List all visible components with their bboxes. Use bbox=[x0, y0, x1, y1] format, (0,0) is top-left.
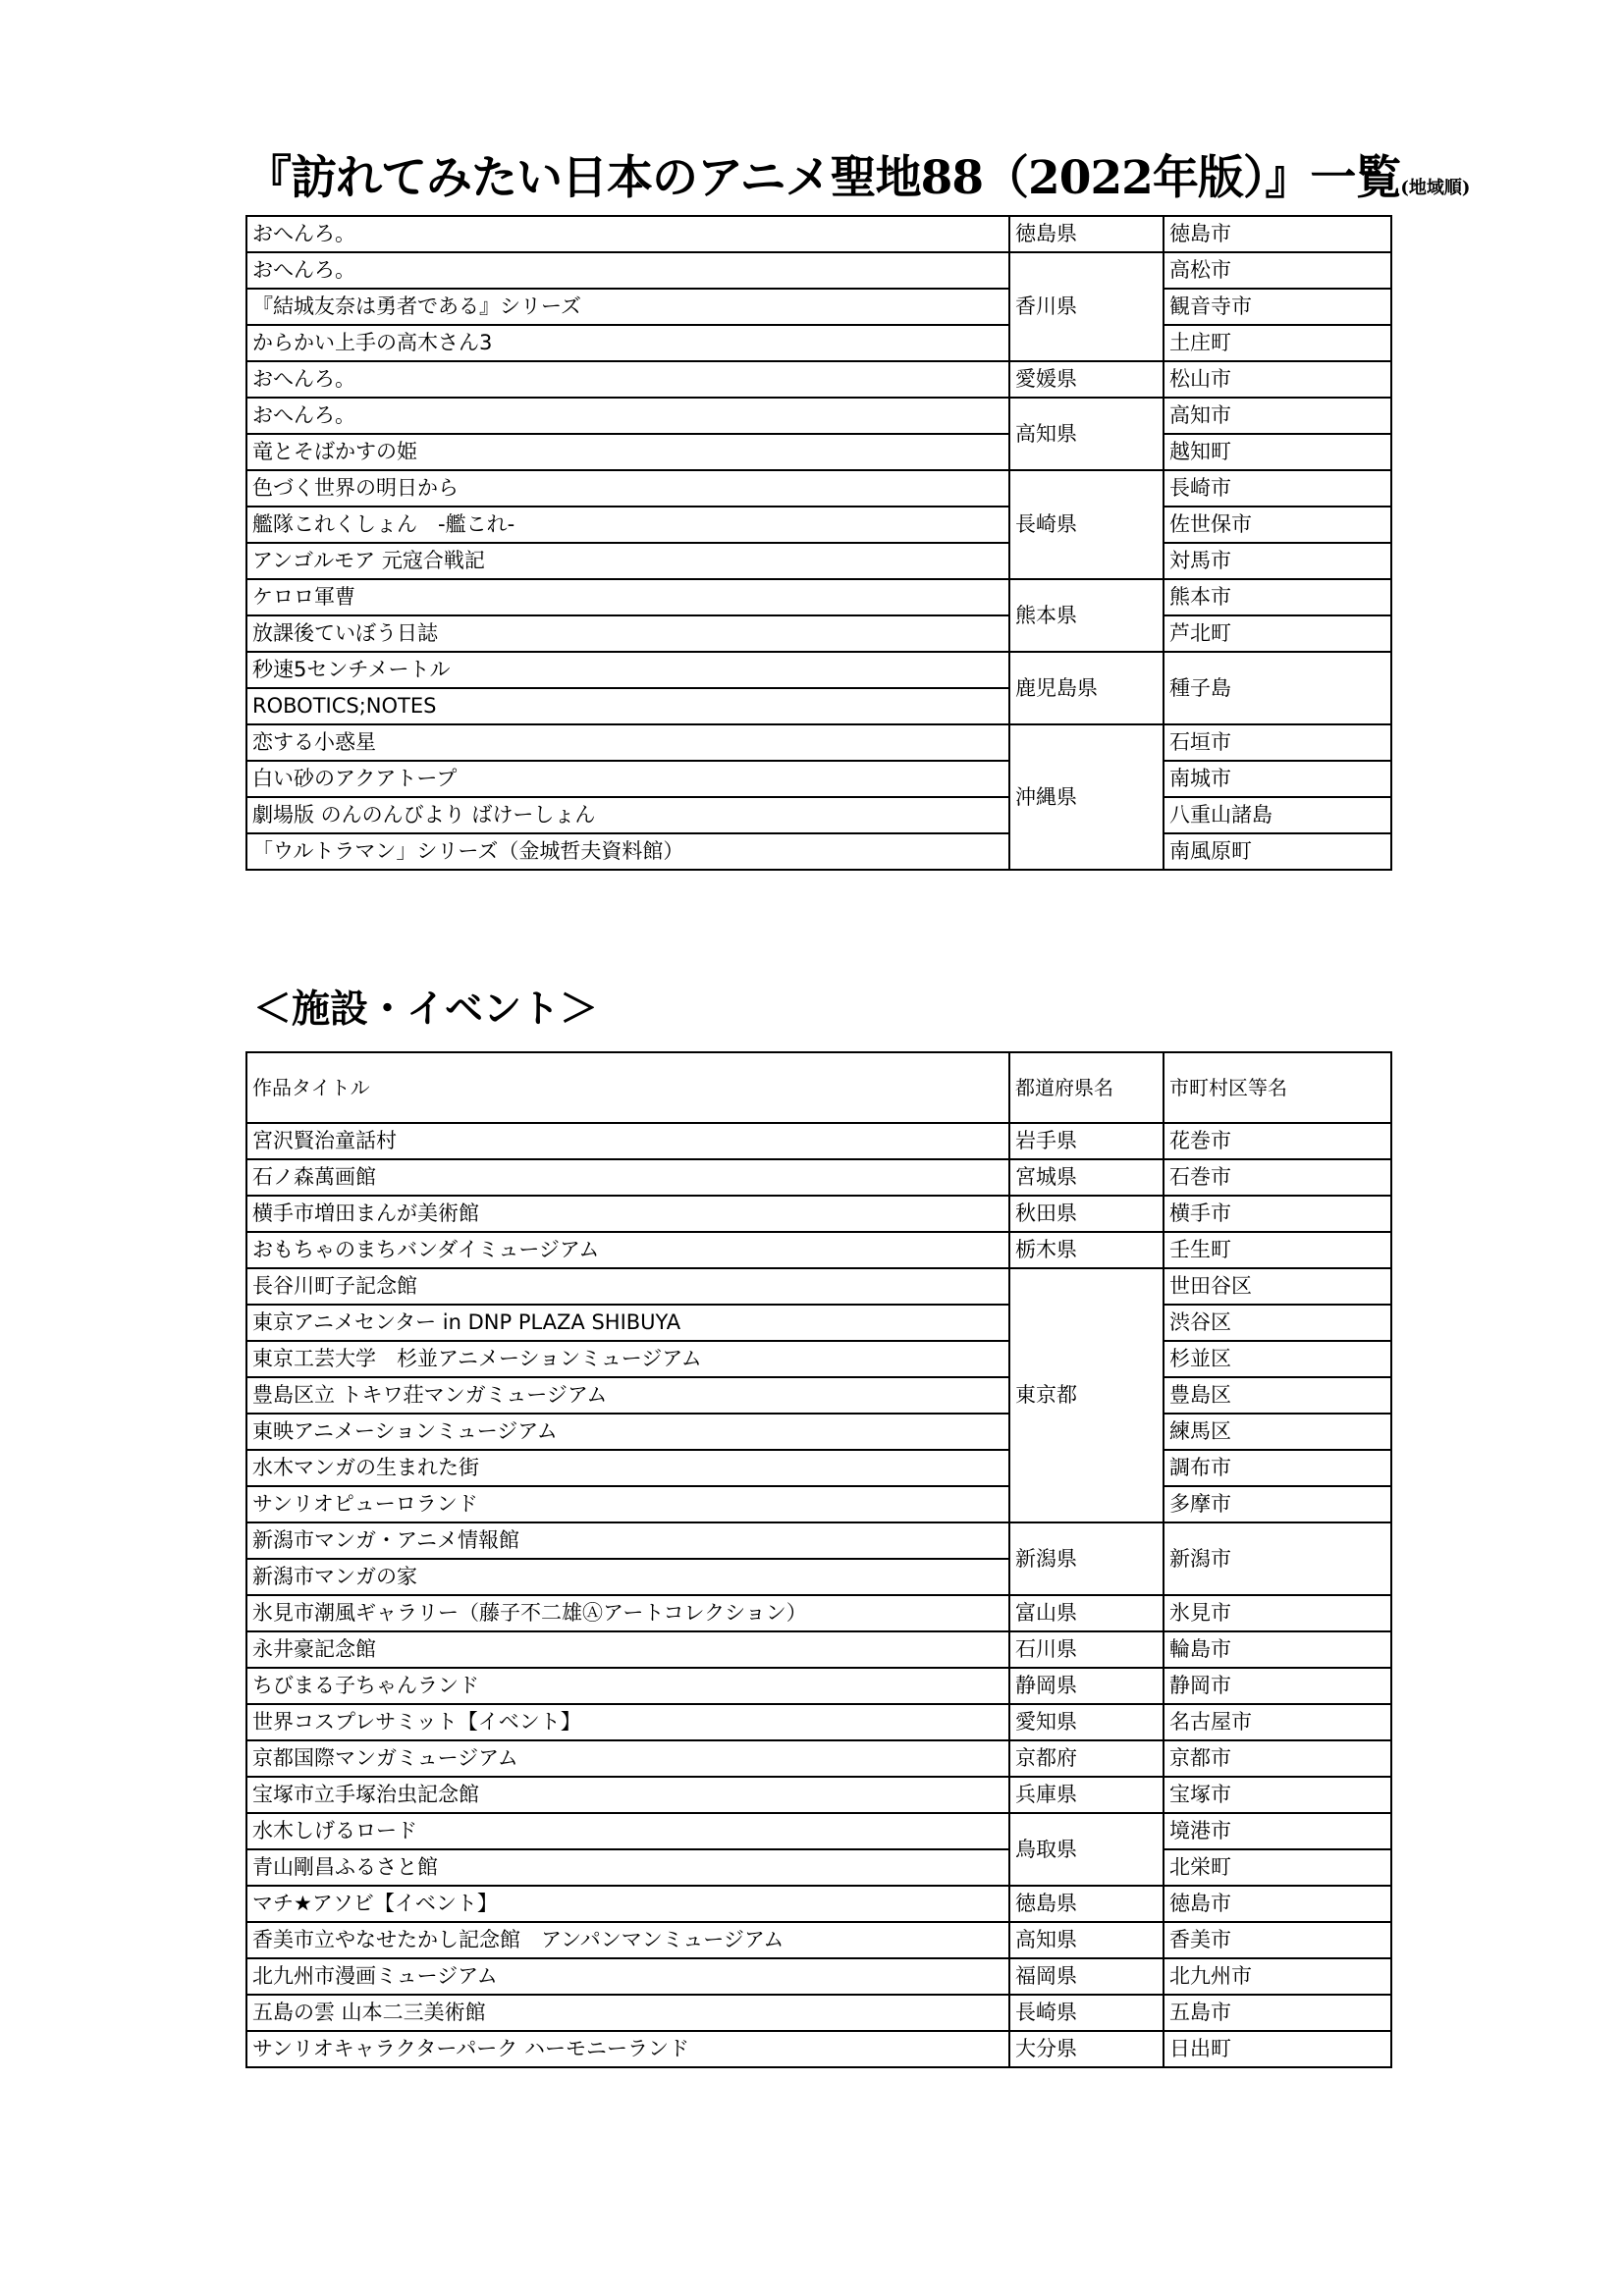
cell-city: 五島市 bbox=[1164, 1995, 1391, 2031]
table-row bbox=[246, 833, 1391, 870]
cell-city: 輪島市 bbox=[1164, 1631, 1391, 1668]
table-row bbox=[246, 1486, 1391, 1522]
table-row bbox=[246, 470, 1391, 507]
cell-title: 水木マンガの生まれた街 bbox=[246, 1450, 1009, 1486]
table-row bbox=[246, 434, 1391, 470]
table-row bbox=[246, 398, 1391, 434]
cell-title: 『結城友奈は勇者である』シリーズ bbox=[246, 289, 1009, 325]
table-row bbox=[246, 1196, 1391, 1232]
cell-city: 境港市 bbox=[1164, 1813, 1391, 1849]
cell-title: 世界コスプレサミット【イベント】 bbox=[246, 1704, 1009, 1740]
table-row bbox=[246, 1123, 1391, 1159]
cell-title: 永井豪記念館 bbox=[246, 1631, 1009, 1668]
cell-city: 南風原町 bbox=[1164, 833, 1391, 870]
cell-prefecture: 福岡県 bbox=[1009, 1958, 1164, 1995]
cell-title: 竜とそばかすの姫 bbox=[246, 434, 1009, 470]
cell-prefecture: 富山県 bbox=[1009, 1595, 1164, 1631]
table-row bbox=[246, 325, 1391, 361]
cell-title: 宝塚市立手塚治虫記念館 bbox=[246, 1777, 1009, 1813]
cell-city: 高松市 bbox=[1164, 252, 1391, 289]
cell-city: 高知市 bbox=[1164, 398, 1391, 434]
header-prefecture: 都道府県名 bbox=[1009, 1052, 1164, 1123]
cell-title: 長谷川町子記念館 bbox=[246, 1268, 1009, 1305]
cell-title: 水木しげるロード bbox=[246, 1813, 1009, 1849]
cell-prefecture: 長崎県 bbox=[1009, 470, 1164, 579]
table-row bbox=[246, 1450, 1391, 1486]
cell-city: 北栄町 bbox=[1164, 1849, 1391, 1886]
table-row bbox=[246, 361, 1391, 398]
table-row bbox=[246, 1886, 1391, 1922]
cell-title: からかい上手の高木さん3 bbox=[246, 325, 1009, 361]
table-row bbox=[246, 1704, 1391, 1740]
cell-city: 新潟市 bbox=[1164, 1522, 1391, 1595]
cell-prefecture: 長崎県 bbox=[1009, 1995, 1164, 2031]
cell-prefecture: 岩手県 bbox=[1009, 1123, 1164, 1159]
section-heading-facilities-events: ＜施設・イベント＞ bbox=[253, 987, 599, 1032]
page-title bbox=[245, 149, 1470, 218]
cell-title: おもちゃのまちバンダイミュージアム bbox=[246, 1232, 1009, 1268]
cell-title: 宮沢賢治童話村 bbox=[246, 1123, 1009, 1159]
cell-prefecture: 大分県 bbox=[1009, 2031, 1164, 2067]
cell-city: 京都市 bbox=[1164, 1740, 1391, 1777]
cell-city: 調布市 bbox=[1164, 1450, 1391, 1486]
table-row bbox=[246, 615, 1391, 652]
cell-prefecture: 香川県 bbox=[1009, 252, 1164, 361]
cell-title: マチ★アソビ【イベント】 bbox=[246, 1886, 1009, 1922]
cell-city: 南城市 bbox=[1164, 761, 1391, 797]
cell-city: 熊本市 bbox=[1164, 579, 1391, 615]
cell-title: サンリオピューロランド bbox=[246, 1486, 1009, 1522]
cell-city: 渋谷区 bbox=[1164, 1305, 1391, 1341]
table-row bbox=[246, 1414, 1391, 1450]
cell-city: 松山市 bbox=[1164, 361, 1391, 398]
cell-city: 花巻市 bbox=[1164, 1123, 1391, 1159]
table-row bbox=[246, 1522, 1391, 1559]
cell-title: 新潟市マンガの家 bbox=[246, 1559, 1009, 1595]
table-row bbox=[246, 1668, 1391, 1704]
cell-prefecture: 徳島県 bbox=[1009, 216, 1164, 252]
cell-title: 北九州市漫画ミュージアム bbox=[246, 1958, 1009, 1995]
facilities-events-table-body bbox=[246, 1052, 1391, 1123]
cell-title: 香美市立やなせたかし記念館 アンパンマンミュージアム bbox=[246, 1922, 1009, 1958]
cell-prefecture: 徳島県 bbox=[1009, 1886, 1164, 1922]
table-row bbox=[246, 724, 1391, 761]
page-title-text: 『訪れてみたい日本のアニメ聖地88（2022年版）』一覧 bbox=[245, 151, 1401, 205]
cell-title: おへんろ。 bbox=[246, 361, 1009, 398]
cell-city: 佐世保市 bbox=[1164, 507, 1391, 543]
cell-city: 長崎市 bbox=[1164, 470, 1391, 507]
cell-prefecture: 愛媛県 bbox=[1009, 361, 1164, 398]
cell-city: 観音寺市 bbox=[1164, 289, 1391, 325]
cell-city: 土庄町 bbox=[1164, 325, 1391, 361]
cell-prefecture: 沖縄県 bbox=[1009, 724, 1164, 870]
table-row bbox=[246, 252, 1391, 289]
cell-title: 豊島区立 トキワ荘マンガミュージアム bbox=[246, 1377, 1009, 1414]
cell-prefecture: 鳥取県 bbox=[1009, 1813, 1164, 1886]
table-row bbox=[246, 797, 1391, 833]
cell-city: 徳島市 bbox=[1164, 1886, 1391, 1922]
cell-prefecture: 高知県 bbox=[1009, 1922, 1164, 1958]
cell-title: ちびまる子ちゃんランド bbox=[246, 1668, 1009, 1704]
cell-title: 秒速5センチメートル bbox=[246, 652, 1009, 688]
cell-prefecture: 熊本県 bbox=[1009, 579, 1164, 652]
facilities-events-table bbox=[245, 1051, 1392, 2068]
table-row bbox=[246, 1849, 1391, 1886]
table-row bbox=[246, 1922, 1391, 1958]
table-row bbox=[246, 1958, 1391, 1995]
table-row bbox=[246, 1740, 1391, 1777]
cell-city: 石巻市 bbox=[1164, 1159, 1391, 1196]
cell-prefecture: 高知県 bbox=[1009, 398, 1164, 470]
cell-title: 新潟市マンガ・アニメ情報館 bbox=[246, 1522, 1009, 1559]
cell-title: おへんろ。 bbox=[246, 216, 1009, 252]
cell-city: 氷見市 bbox=[1164, 1595, 1391, 1631]
cell-city: 名古屋市 bbox=[1164, 1704, 1391, 1740]
table-row bbox=[246, 216, 1391, 252]
table-row bbox=[246, 1341, 1391, 1377]
cell-title: おへんろ。 bbox=[246, 398, 1009, 434]
cell-city: 対馬市 bbox=[1164, 543, 1391, 579]
cell-prefecture: 宮城県 bbox=[1009, 1159, 1164, 1196]
cell-title: 「ウルトラマン」シリーズ（金城哲夫資料館） bbox=[246, 833, 1009, 870]
cell-title: 横手市増田まんが美術館 bbox=[246, 1196, 1009, 1232]
cell-prefecture: 新潟県 bbox=[1009, 1522, 1164, 1595]
table-row bbox=[246, 1813, 1391, 1849]
header-city: 市町村区等名 bbox=[1164, 1052, 1391, 1123]
cell-prefecture: 栃木県 bbox=[1009, 1232, 1164, 1268]
table-row bbox=[246, 579, 1391, 615]
cell-title: 艦隊これくしょん -艦これ- bbox=[246, 507, 1009, 543]
cell-prefecture: 鹿児島県 bbox=[1009, 652, 1164, 724]
table-row bbox=[246, 1777, 1391, 1813]
cell-title: 恋する小惑星 bbox=[246, 724, 1009, 761]
cell-city: 石垣市 bbox=[1164, 724, 1391, 761]
table-row bbox=[246, 1232, 1391, 1268]
cell-prefecture: 愛知県 bbox=[1009, 1704, 1164, 1740]
cell-prefecture: 京都府 bbox=[1009, 1740, 1164, 1777]
cell-city: 日出町 bbox=[1164, 2031, 1391, 2067]
cell-title: 色づく世界の明日から bbox=[246, 470, 1009, 507]
table-row bbox=[246, 1377, 1391, 1414]
header-title: 作品タイトル bbox=[246, 1052, 1009, 1123]
cell-title: 青山剛昌ふるさと館 bbox=[246, 1849, 1009, 1886]
cell-prefecture: 石川県 bbox=[1009, 1631, 1164, 1668]
cell-prefecture: 東京都 bbox=[1009, 1268, 1164, 1522]
table-row bbox=[246, 652, 1391, 688]
cell-city: 横手市 bbox=[1164, 1196, 1391, 1232]
cell-city: 香美市 bbox=[1164, 1922, 1391, 1958]
table-row bbox=[246, 1595, 1391, 1631]
table-row bbox=[246, 1159, 1391, 1196]
cell-title: 白い砂のアクアトープ bbox=[246, 761, 1009, 797]
cell-title: 五島の雲 山本二三美術館 bbox=[246, 1995, 1009, 2031]
cell-city: 越知町 bbox=[1164, 434, 1391, 470]
cell-title: おへんろ。 bbox=[246, 252, 1009, 289]
cell-title: 東映アニメーションミュージアム bbox=[246, 1414, 1009, 1450]
table-row bbox=[246, 761, 1391, 797]
cell-title: ROBOTICS;NOTES bbox=[246, 688, 1009, 724]
cell-title: 東京工芸大学 杉並アニメーションミュージアム bbox=[246, 1341, 1009, 1377]
cell-city: 芦北町 bbox=[1164, 615, 1391, 652]
cell-city: 八重山諸島 bbox=[1164, 797, 1391, 833]
cell-title: 京都国際マンガミュージアム bbox=[246, 1740, 1009, 1777]
cell-city: 豊島区 bbox=[1164, 1377, 1391, 1414]
cell-city: 世田谷区 bbox=[1164, 1268, 1391, 1305]
cell-title: ケロロ軍曹 bbox=[246, 579, 1009, 615]
page-title-note: (地域順) bbox=[1400, 178, 1471, 198]
table-row bbox=[246, 543, 1391, 579]
cell-title: 放課後ていぼう日誌 bbox=[246, 615, 1009, 652]
table-row bbox=[246, 1995, 1391, 2031]
cell-title: 劇場版 のんのんびより ばけーしょん bbox=[246, 797, 1009, 833]
cell-city: 杉並区 bbox=[1164, 1341, 1391, 1377]
cell-title: アンゴルモア 元寇合戦記 bbox=[246, 543, 1009, 579]
table-row bbox=[246, 1268, 1391, 1305]
cell-city: 徳島市 bbox=[1164, 216, 1391, 252]
facilities-events-rows bbox=[246, 1123, 1391, 2067]
table-row bbox=[246, 1631, 1391, 1668]
anime-pilgrimage-table bbox=[245, 215, 1392, 871]
table-row bbox=[246, 507, 1391, 543]
table-row bbox=[246, 2031, 1391, 2067]
cell-title: 東京アニメセンター in DNP PLAZA SHIBUYA bbox=[246, 1305, 1009, 1341]
cell-city: 壬生町 bbox=[1164, 1232, 1391, 1268]
cell-title: 氷見市潮風ギャラリー（藤子不二雄Ⓐアートコレクション） bbox=[246, 1595, 1009, 1631]
table-row bbox=[246, 1305, 1391, 1341]
cell-city: 練馬区 bbox=[1164, 1414, 1391, 1450]
cell-prefecture: 兵庫県 bbox=[1009, 1777, 1164, 1813]
cell-title: 石ノ森萬画館 bbox=[246, 1159, 1009, 1196]
cell-city: 宝塚市 bbox=[1164, 1777, 1391, 1813]
cell-city: 北九州市 bbox=[1164, 1958, 1391, 1995]
anime-pilgrimage-table-body bbox=[246, 216, 1391, 870]
cell-city: 種子島 bbox=[1164, 652, 1391, 724]
cell-prefecture: 静岡県 bbox=[1009, 1668, 1164, 1704]
cell-city: 多摩市 bbox=[1164, 1486, 1391, 1522]
cell-prefecture: 秋田県 bbox=[1009, 1196, 1164, 1232]
cell-title: サンリオキャラクターパーク ハーモニーランド bbox=[246, 2031, 1009, 2067]
cell-city: 静岡市 bbox=[1164, 1668, 1391, 1704]
table-row bbox=[246, 289, 1391, 325]
table-header-row bbox=[246, 1052, 1391, 1123]
